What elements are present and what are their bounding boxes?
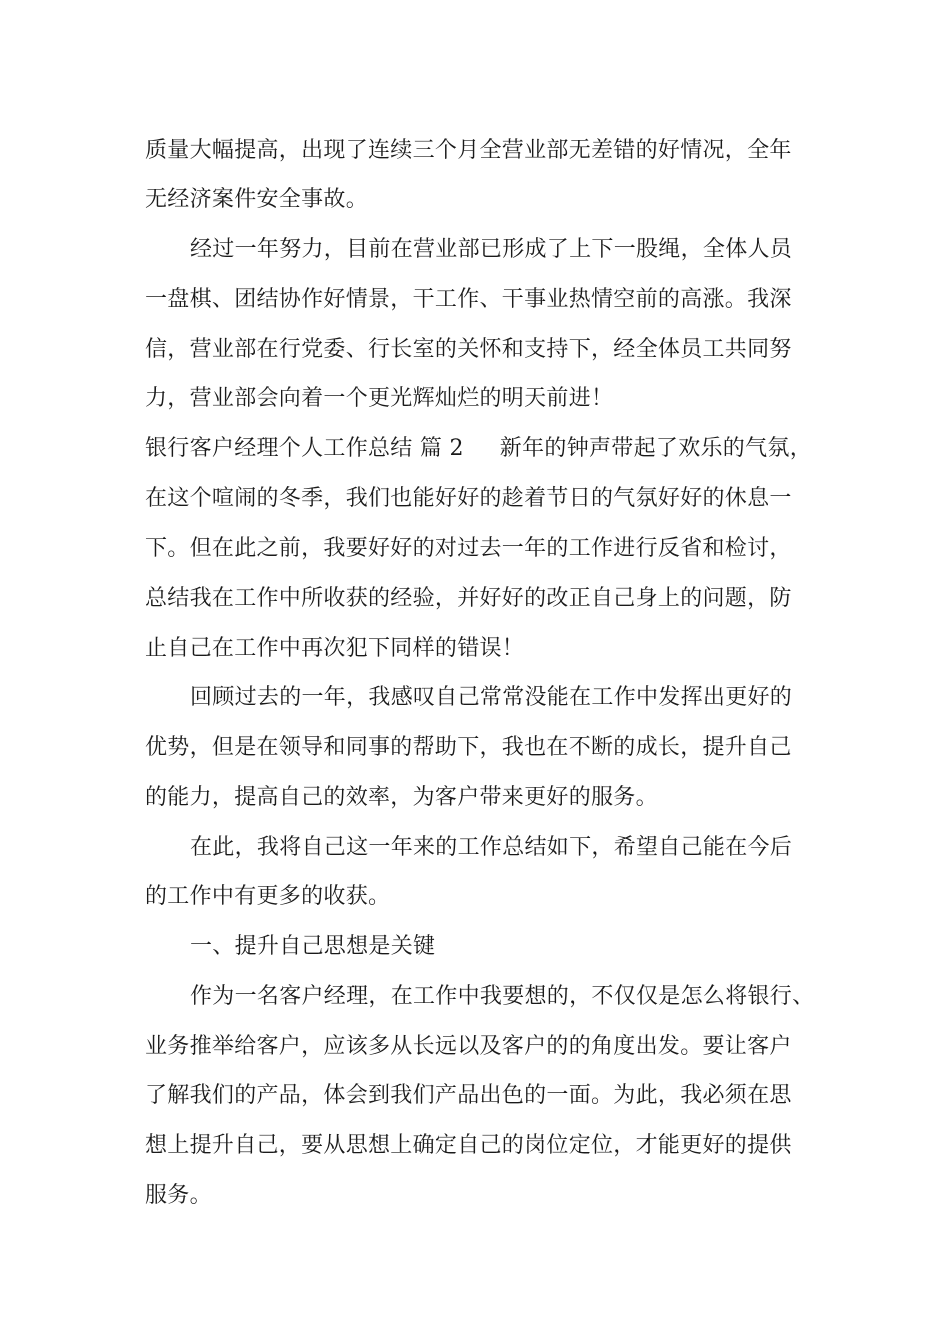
paragraph-1-line-1: 质量大幅提高，出现了连续三个月全营业部无差错的好情况，全年	[145, 138, 792, 163]
paragraph-4-line-1: 回顾过去的一年，我感叹自己常常没能在工作中发挥出更好的	[190, 685, 793, 710]
subheading-one: 一、提升自己思想是关键	[190, 934, 436, 959]
paragraph-3-line-4: 总结我在工作中所收获的经验，并好好的改正自己身上的问题，防	[145, 586, 792, 611]
paragraph-5-line-1: 在此，我将自己这一年来的工作总结如下，希望自己能在今后	[190, 835, 793, 860]
paragraph-6-line-1: 作为一名客户经理，在工作中我要想的，不仅仅是怎么将银行、	[190, 984, 815, 1009]
paragraph-3-line-5: 止自己在工作中再次犯下同样的错误！	[145, 636, 525, 661]
paragraph-4-line-2: 优势，但是在领导和同事的帮助下，我也在不断的成长，提升自己	[145, 735, 792, 760]
paragraph-2-line-3: 信，营业部在行党委、行长室的关怀和支持下，经全体员工共同努	[145, 337, 792, 362]
paragraph-4-line-3: 的能力，提高自己的效率，为客户带来更好的服务。	[145, 785, 658, 810]
paragraph-5-line-2: 的工作中有更多的收获。	[145, 884, 391, 909]
section-heading: 银行客户经理个人工作总结 篇 2	[145, 436, 464, 461]
paragraph-2-line-4: 力，营业部会向着一个更光辉灿烂的明天前进！	[145, 386, 614, 411]
paragraph-6-line-4: 想上提升自己，要从思想上确定自己的岗位定位，才能更好的提供	[145, 1133, 792, 1158]
paragraph-3-line-2: 在这个喧闹的冬季，我们也能好好的趁着节日的气氛好好的休息一	[145, 486, 792, 511]
paragraph-6-line-5: 服务。	[145, 1183, 212, 1208]
paragraph-1-line-2: 无经济案件安全事故。	[145, 187, 369, 212]
paragraph-2-line-2: 一盘棋、团结协作好情景，干工作、干事业热情空前的高涨。我深	[145, 287, 792, 312]
section-heading-line	[145, 434, 812, 464]
paragraph-3-line-3: 下。但在此之前，我要好好的对过去一年的工作进行反省和检讨，	[145, 536, 792, 561]
paragraph-2-line-1: 经过一年努力，目前在营业部已形成了上下一股绳，全体人员	[190, 237, 793, 262]
paragraph-3-line-1: 新年的钟声带起了欢乐的气氛，	[499, 436, 812, 461]
paragraph-6-line-3: 了解我们的产品，体会到我们产品出色的一面。为此，我必须在思	[145, 1083, 792, 1108]
paragraph-6-line-2: 业务推举给客户，应该多从长远以及客户的的角度出发。要让客户	[145, 1034, 792, 1059]
